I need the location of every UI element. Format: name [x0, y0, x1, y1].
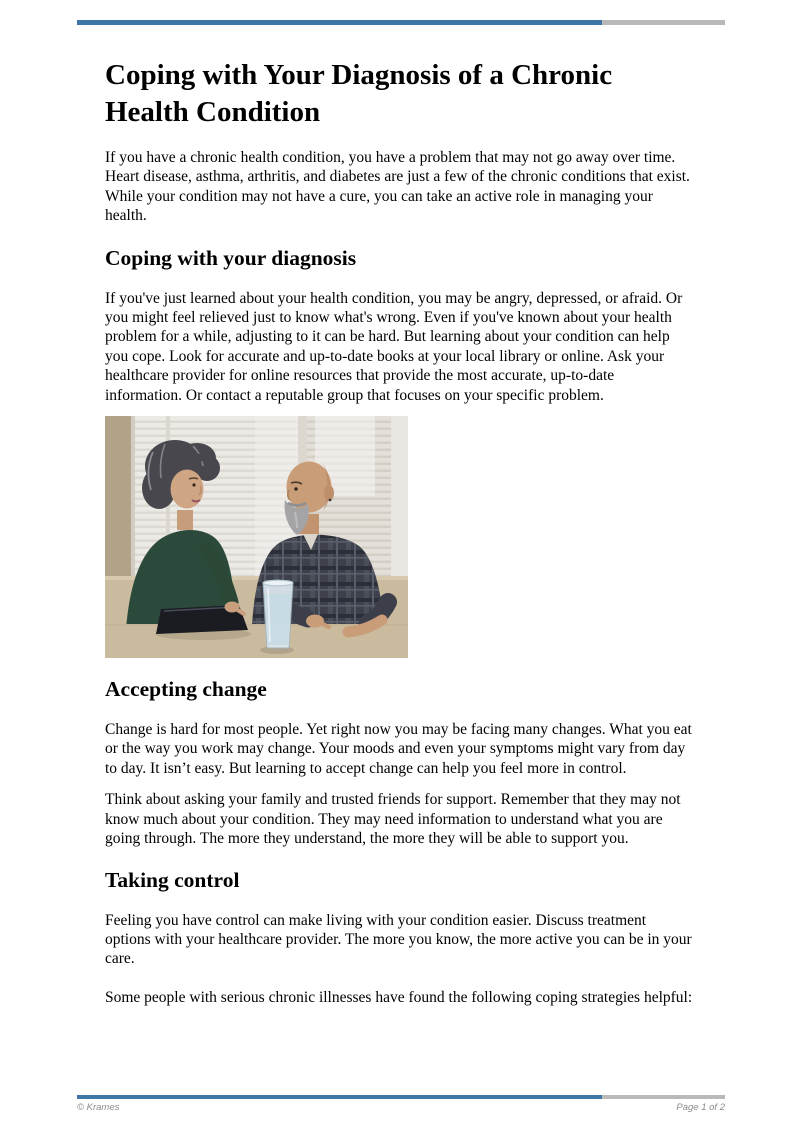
paragraph-taking-2: Some people with serious chronic illnesses have found the following coping strategies helpful: [105, 988, 693, 1006]
section-heading-accepting-change: Accepting change [105, 677, 267, 702]
bottom-accent-bar-blue [77, 1095, 602, 1099]
section-heading-coping-with-your-diagnosis: Coping with your diagnosis [105, 245, 357, 270]
paragraph-coping-1: If you've just learned about your health condition, you may be angry, depressed, or afraid. Or you might feel relieved just to know what's wrong. Even if you've known about your health problem for a while, adjusting to it can be hard. But learning about your condition can help you cope. Look for accurate and up-to-date books at your local library or online. Ask your healthcare provider for online resources that provide the most accurate, up-to-date information. Or contact a reputable group that focuses on your specific problem. [105, 289, 683, 404]
paragraph-accepting-1: Change is hard for most people. Yet right now you may be facing many changes. What you eat or the way you work may change. Your moods and even your symptoms might vary from day to day. It isn’t easy. But learning to accept change can help you feel more in control. [105, 721, 692, 777]
page-title: Coping with Your Diagnosis of a Chronic Health Condition [105, 59, 613, 128]
page-footer [77, 1095, 725, 1113]
top-accent-bar-blue [77, 20, 602, 25]
bottom-accent-bar [77, 1095, 725, 1099]
bottom-accent-bar-gray [602, 1095, 725, 1099]
intro-paragraph: If you have a chronic health condition, you have a problem that may not go away over time. Heart disease, asthma, arthritis, and diabetes are just a few of the chronic conditions that exist. While your condition may not have a cure, you can take an active role in managing your health. [105, 149, 690, 225]
page-number-label: Page 1 of 2 [676, 1102, 725, 1113]
paragraph-taking-1: Feeling you have control can make living with your condition easier. Discuss treatment options with your healthcare provider. The more you know, the more active you can be in your care. [105, 911, 692, 968]
photo-couple-tablet-image [105, 416, 408, 658]
paragraph-accepting-2: Think about asking your family and trusted friends for support. Remember that they may not know much about your condition. They may need information to understand what you are going through. The more they understand, the more they will be able to support you. [105, 791, 681, 848]
top-accent-bar [77, 20, 725, 25]
document-body [105, 57, 695, 1007]
section-heading-taking-control: Taking control [105, 867, 240, 892]
top-accent-bar-gray [602, 20, 725, 25]
copyright-label: © Krames [77, 1102, 120, 1113]
